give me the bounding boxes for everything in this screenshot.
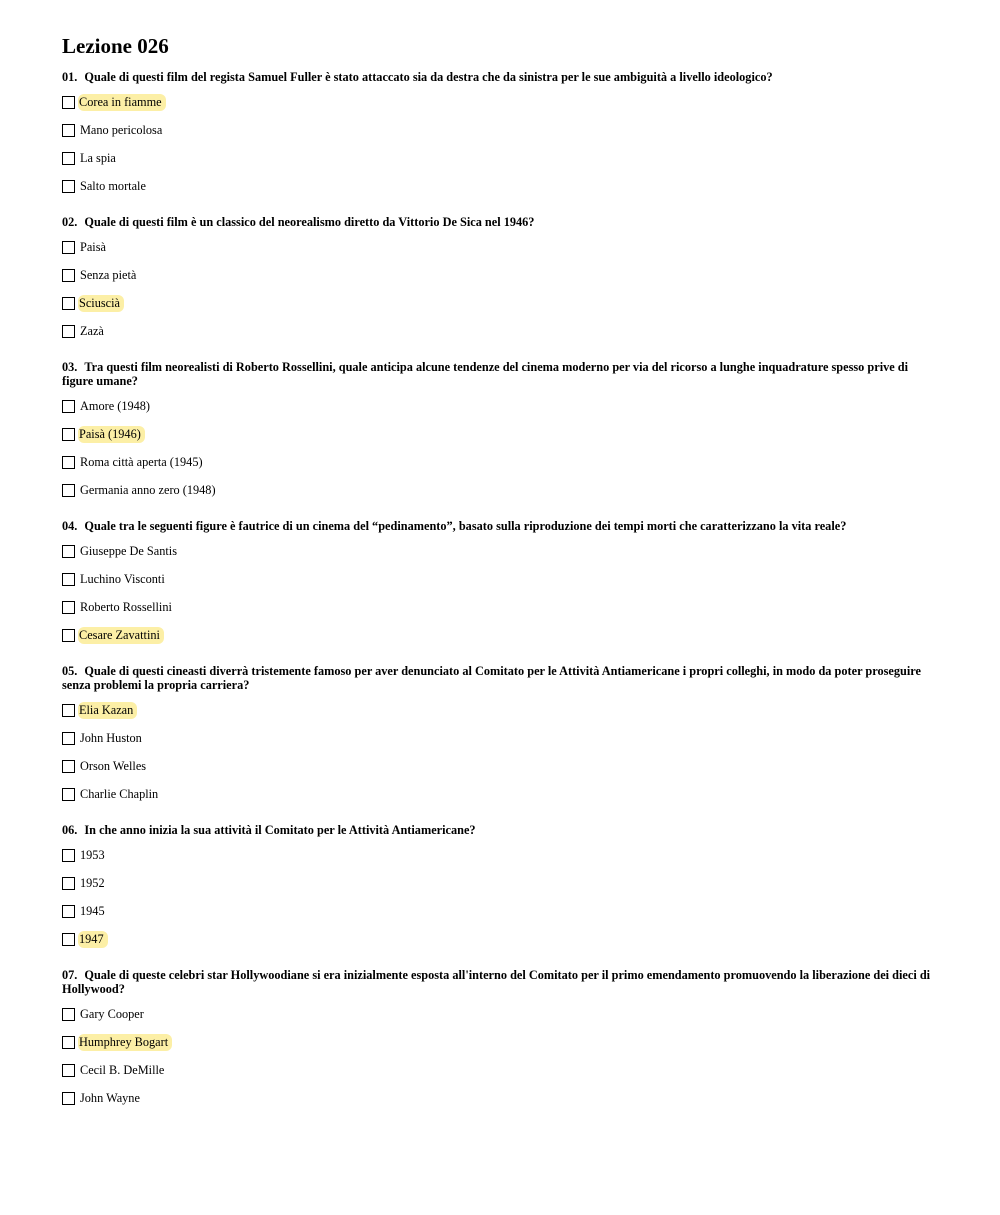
answer-checkbox[interactable]	[62, 297, 75, 310]
answer-option[interactable]	[62, 424, 938, 444]
answer-option[interactable]	[62, 569, 938, 589]
answer-checkbox[interactable]	[62, 601, 75, 614]
answer-checkbox[interactable]	[62, 732, 75, 745]
answer-label-highlighted: 1947	[78, 931, 108, 948]
question-6	[62, 823, 938, 949]
answer-label-highlighted: Humphrey Bogart	[78, 1034, 172, 1051]
answer-checkbox[interactable]	[62, 124, 75, 137]
answer-option[interactable]	[62, 901, 938, 921]
answer-option[interactable]	[62, 728, 938, 748]
answer-label-highlighted: Sciuscià	[78, 295, 124, 312]
answer-checkbox[interactable]	[62, 788, 75, 801]
answer-option[interactable]	[62, 1088, 938, 1108]
question-text	[62, 968, 938, 996]
answer-option[interactable]	[62, 92, 938, 112]
question-number: 01.	[62, 70, 78, 84]
answer-checkbox[interactable]	[62, 241, 75, 254]
answer-label: La spia	[80, 150, 116, 165]
answer-label: 1945	[80, 903, 105, 918]
question-text	[62, 664, 938, 692]
answer-checkbox[interactable]	[62, 1064, 75, 1077]
answer-checkbox[interactable]	[62, 1008, 75, 1021]
answer-option[interactable]	[62, 597, 938, 617]
answer-checkbox[interactable]	[62, 180, 75, 193]
answer-label: Salto mortale	[80, 178, 146, 193]
answer-option[interactable]	[62, 452, 938, 472]
answer-label: Mano pericolosa	[80, 122, 163, 137]
answer-label-highlighted: Elia Kazan	[78, 702, 137, 719]
answer-label: Charlie Chaplin	[80, 786, 159, 801]
question-number: 04.	[62, 519, 78, 533]
answer-option[interactable]	[62, 929, 938, 949]
answer-checkbox[interactable]	[62, 484, 75, 497]
question-text	[62, 215, 938, 229]
question-list	[62, 70, 938, 1108]
answer-option[interactable]	[62, 700, 938, 720]
question-number: 02.	[62, 215, 78, 229]
question-text	[62, 70, 938, 84]
answer-label: Giuseppe De Santis	[80, 543, 177, 558]
answer-label: Roma città aperta (1945)	[80, 454, 203, 469]
answer-checkbox[interactable]	[62, 849, 75, 862]
answer-checkbox[interactable]	[62, 545, 75, 558]
answer-checkbox[interactable]	[62, 152, 75, 165]
question-text	[62, 360, 938, 388]
answer-option[interactable]	[62, 293, 938, 313]
answer-checkbox[interactable]	[62, 269, 75, 282]
lesson-title: Lezione 026	[62, 34, 169, 58]
question-text	[62, 519, 938, 533]
answer-label: Zazà	[80, 323, 104, 338]
answer-option[interactable]	[62, 784, 938, 804]
answer-option[interactable]	[62, 321, 938, 341]
answer-label: Roberto Rossellini	[80, 599, 172, 614]
answer-option[interactable]	[62, 120, 938, 140]
answer-option[interactable]	[62, 541, 938, 561]
answer-checkbox[interactable]	[62, 905, 75, 918]
question-number: 03.	[62, 360, 78, 374]
answer-label: Cecil B. DeMille	[80, 1062, 165, 1077]
answer-checkbox[interactable]	[62, 400, 75, 413]
question-7	[62, 968, 938, 1108]
question-1	[62, 70, 938, 196]
answer-label: 1952	[80, 875, 105, 890]
question-3	[62, 360, 938, 500]
answer-label: John Huston	[80, 730, 142, 745]
question-prompt: In che anno inizia la sua attività il Comitato per le Attività Antiamericane?	[84, 823, 476, 837]
answer-option[interactable]	[62, 480, 938, 500]
answer-checkbox[interactable]	[62, 704, 75, 717]
answer-option[interactable]	[62, 1060, 938, 1080]
answer-label-highlighted: Corea in fiamme	[78, 94, 166, 111]
question-prompt: Quale di questi film è un classico del neorealismo diretto da Vittorio De Sica nel 1946?	[84, 215, 535, 229]
question-4	[62, 519, 938, 645]
answer-checkbox[interactable]	[62, 428, 75, 441]
answer-label-highlighted: Paisà (1946)	[78, 426, 145, 443]
question-number: 07.	[62, 968, 78, 982]
question-text	[62, 823, 938, 837]
answer-checkbox[interactable]	[62, 760, 75, 773]
answer-checkbox[interactable]	[62, 933, 75, 946]
answer-checkbox[interactable]	[62, 573, 75, 586]
answer-checkbox[interactable]	[62, 96, 75, 109]
answer-checkbox[interactable]	[62, 456, 75, 469]
answer-checkbox[interactable]	[62, 1092, 75, 1105]
question-5	[62, 664, 938, 804]
question-number: 06.	[62, 823, 78, 837]
answer-label-highlighted: Cesare Zavattini	[78, 627, 164, 644]
answer-label: 1953	[80, 847, 105, 862]
answer-checkbox[interactable]	[62, 325, 75, 338]
answer-label: John Wayne	[80, 1090, 140, 1105]
answer-option[interactable]	[62, 1032, 938, 1052]
answer-label: Paisà	[80, 239, 106, 254]
answer-option[interactable]	[62, 845, 938, 865]
answer-checkbox[interactable]	[62, 1036, 75, 1049]
answer-option[interactable]	[62, 1004, 938, 1024]
answer-option[interactable]	[62, 148, 938, 168]
answer-option[interactable]	[62, 873, 938, 893]
answer-checkbox[interactable]	[62, 877, 75, 890]
answer-label: Amore (1948)	[80, 398, 151, 413]
answer-label: Luchino Visconti	[80, 571, 165, 586]
answer-label: Gary Cooper	[80, 1006, 144, 1021]
answer-option[interactable]	[62, 265, 938, 285]
question-prompt: Quale di questi film del regista Samuel Fuller è stato attaccato sia da destra che da sinistra per le sue ambiguità a livello ideologico?	[84, 70, 773, 84]
answer-option[interactable]	[62, 237, 938, 257]
answer-label: Senza pietà	[80, 267, 137, 282]
answer-option[interactable]	[62, 625, 938, 645]
answer-option[interactable]	[62, 176, 938, 196]
question-prompt: Quale tra le seguenti figure è fautrice di un cinema del “pedinamento”, basato sulla riproduzione dei tempi morti che caratterizzano la vita reale?	[84, 519, 847, 533]
answer-label: Orson Welles	[80, 758, 147, 773]
answer-checkbox[interactable]	[62, 629, 75, 642]
answer-label: Germania anno zero (1948)	[80, 482, 216, 497]
answer-option[interactable]	[62, 756, 938, 776]
question-prompt: Tra questi film neorealisti di Roberto Rossellini, quale anticipa alcune tendenze del cinema moderno per via del ricorso a lunghe inquadrature spesso prive di figure umane?	[62, 360, 909, 388]
question-2	[62, 215, 938, 341]
question-prompt: Quale di queste celebri star Hollywoodiane si era inizialmente esposta all'interno del Comitato per il primo emendamento promuovendo la liberazione dei dieci di Hollywood?	[62, 968, 931, 996]
question-number: 05.	[62, 664, 78, 678]
question-prompt: Quale di questi cineasti diverrà tristemente famoso per aver denunciato al Comitato per le Attività Antiamericane i propri colleghi, in modo da poter proseguire senza problemi la propria carriera?	[62, 664, 921, 692]
answer-option[interactable]	[62, 396, 938, 416]
